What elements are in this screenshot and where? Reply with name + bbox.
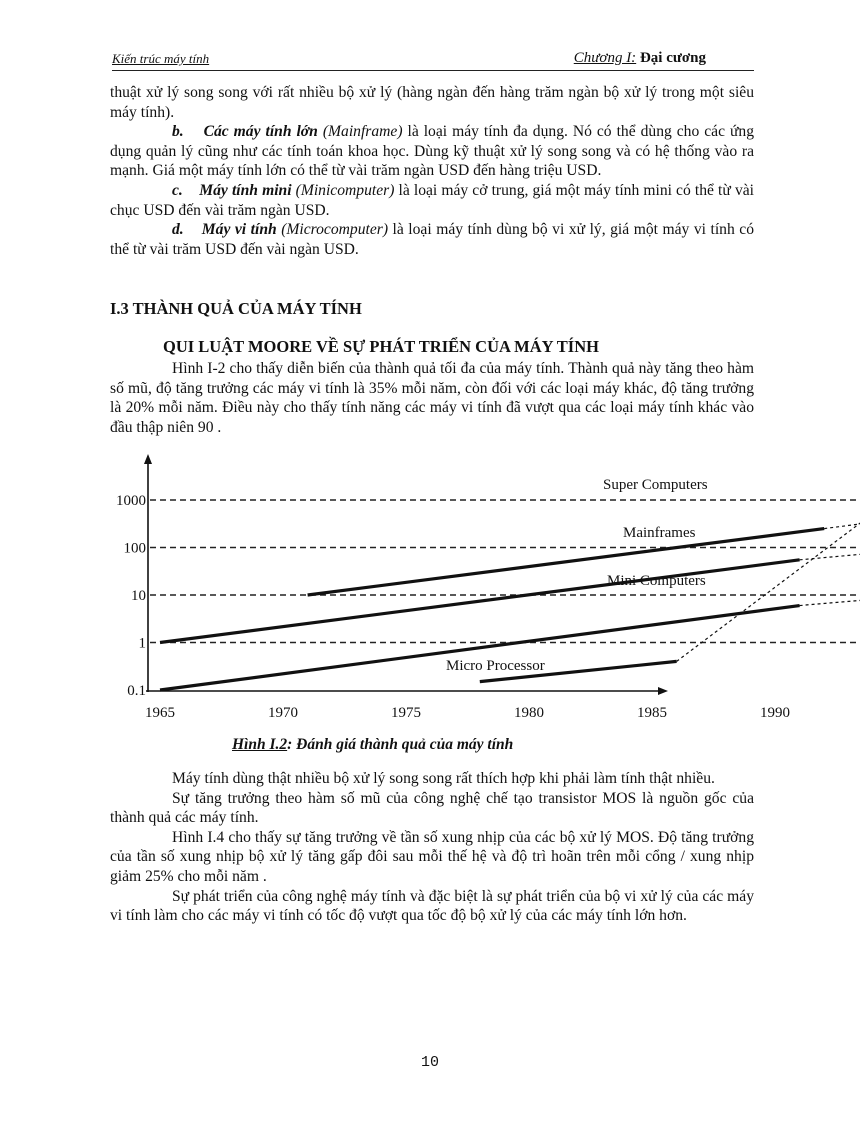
series-label: Mini Computers xyxy=(607,573,706,589)
x-tick-label: 1985 xyxy=(637,705,667,721)
item-text: là loại máy tính dùng bộ vi xử lý, giá một máy vi tính có thể từ vài trăm USD đến vài ngàn USD. xyxy=(110,221,754,258)
series-label: Super Computers xyxy=(603,477,708,493)
moore-chart xyxy=(100,448,790,728)
paragraph-moore: Hình I-2 cho thấy diễn biến của thành quả tối đa của máy tính. Thành quả này tăng theo hàm số mũ, độ tăng trưởng các máy vi tính là 35% mỗi năm, còn đối với các loại máy khác, độ tăng trưởng là 20% mỗi năm. Điều này cho thấy tính năng các máy vi tính đã vượt qua các loại máy tính khác vào đầu thập niên 90 . xyxy=(110,360,754,436)
x-tick-label: 1975 xyxy=(391,705,421,721)
body-bottom xyxy=(110,769,754,926)
chart-series-labels xyxy=(446,477,708,674)
header-book-title: Kiến trúc máy tính xyxy=(112,51,210,66)
series-label: Micro Processor xyxy=(446,658,545,674)
item-english: (Microcomputer) xyxy=(281,221,389,239)
item-letter: c. xyxy=(172,181,183,199)
item-microcomputer xyxy=(110,220,754,259)
y-axis-arrow xyxy=(144,454,152,464)
paragraph-mos: Sự tăng trưởng theo hàm số mũ của công nghệ chế tạo transistor MOS là nguồn gốc của thành quả các máy tính. xyxy=(110,789,754,827)
series-line-dashed xyxy=(824,500,860,529)
item-term: Các máy tính lớn xyxy=(203,123,318,141)
y-tick-label: 1000 xyxy=(116,493,146,509)
item-mainframe xyxy=(110,122,754,181)
caption-text: : Đánh giá thành quả của máy tính xyxy=(287,736,514,753)
paragraph-clock: Hình I.4 cho thấy sự tăng trưởng về tần số xung nhịp của các bộ xử lý MOS. Độ tăng trưởng của tần số xung nhịp bộ xử lý tăng gấp đôi sau mỗi thế hệ và độ trì hoãn trên mỗi cổng / xung nhịp giảm 25% cho mỗi năm . xyxy=(110,828,754,885)
section-title: I.3 THÀNH QUẢ CỦA MÁY TÍNH xyxy=(110,299,362,318)
y-tick-label: 0.1 xyxy=(127,683,146,699)
series-label: Mainframes xyxy=(623,525,696,541)
body-top xyxy=(110,83,754,259)
item-text: là loại máy tính đa dụng. Nó có thể dùng cho các ứng dụng quản lý cũng như các tính toán khoa học. Dùng kỹ thuật xử lý song song và có hệ thống vào ra mạnh. Giá một máy tính lớn có thể từ vài trăm ngàn USD đến hàng triệu USD. xyxy=(110,123,755,180)
figure-caption xyxy=(232,736,513,754)
series-line-solid xyxy=(308,529,825,595)
y-tick-label: 10 xyxy=(131,588,146,604)
chart-gridlines xyxy=(150,500,860,643)
item-letter: b. xyxy=(172,123,184,141)
header-chapter-label: Chương I: xyxy=(573,50,637,66)
item-term: Máy vi tính xyxy=(201,221,277,239)
item-minicomputer xyxy=(110,181,754,220)
body-moore xyxy=(110,359,754,437)
x-axis-arrow xyxy=(658,687,668,695)
page-number: 10 xyxy=(420,1054,439,1071)
paragraph-development: Sự phát triển của công nghệ máy tính và đặc biệt là sự phát triển của bộ vi xử lý của các máy vi tính làm cho các máy vi tính có tốc độ vượt qua tốc độ bộ xử lý của các máy tính lớn hơn. xyxy=(110,887,754,925)
subsection-title: QUI LUẬT MOORE VỀ SỰ PHÁT TRIỂN CỦA MÁY TÍNH xyxy=(163,337,599,356)
paragraph-intro: thuật xử lý song song với rất nhiều bộ xử lý (hàng ngàn đến hàng trăm ngàn bộ xử lý trong một siêu máy tính). xyxy=(110,84,754,121)
caption-label: Hình I.2 xyxy=(232,736,288,753)
x-tick-label: 1980 xyxy=(514,705,544,721)
series-line-solid xyxy=(160,606,800,690)
x-tick-label: 1965 xyxy=(145,705,175,721)
paragraph-parallel: Máy tính dùng thật nhiều bộ xử lý song song rất thích hợp khi phải làm tính thật nhiều. xyxy=(172,770,715,787)
item-letter: d. xyxy=(172,221,184,239)
x-tick-label: 1970 xyxy=(268,705,298,721)
x-tick-label: 1990 xyxy=(760,705,790,721)
header-chapter xyxy=(574,50,706,67)
item-text: là loại máy cở trung, giá một máy tính mini có thể từ vài chục USD đến vài trăm ngàn USD. xyxy=(110,181,754,219)
page-header xyxy=(112,48,754,71)
y-tick-label: 100 xyxy=(123,540,146,557)
header-chapter-title: Đại cương xyxy=(639,50,706,66)
item-term: Máy tính mini xyxy=(199,181,292,199)
series-line-dashed xyxy=(800,533,860,560)
item-english: (Minicomputer) xyxy=(295,181,395,199)
series-line-dashed xyxy=(800,581,860,606)
y-tick-label: 1 xyxy=(138,635,146,652)
item-english: (Mainframe) xyxy=(322,123,403,141)
